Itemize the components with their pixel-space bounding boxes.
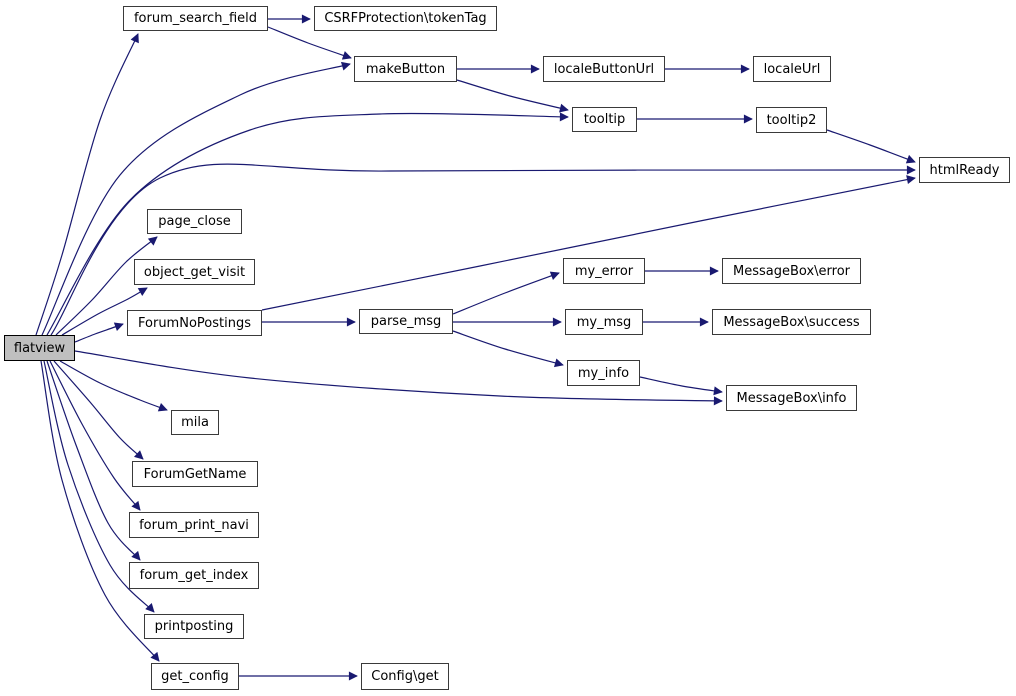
- edge-parse-msg-my-error: [453, 273, 559, 314]
- graph-node-object-get-visit[interactable]: object_get_visit: [134, 259, 255, 285]
- edge-parse-msg-my-info: [453, 331, 563, 365]
- graph-node-printposting[interactable]: printposting: [144, 614, 244, 639]
- graph-node-messagebox-info[interactable]: MessageBox\info: [726, 385, 857, 411]
- graph-node-forum-print-navi[interactable]: forum_print_navi: [129, 512, 259, 538]
- graph-node-messagebox-error[interactable]: MessageBox\error: [722, 258, 861, 284]
- graph-node-forum-search-field[interactable]: forum_search_field: [123, 6, 268, 31]
- edge-my-info-messagebox-info: [640, 377, 722, 392]
- graph-node-localebuttonurl[interactable]: localeButtonUrl: [543, 56, 665, 82]
- edge-makebutton-tooltip: [457, 80, 568, 110]
- graph-node-my-info[interactable]: my_info: [567, 360, 640, 386]
- graph-node-forumnopostings[interactable]: ForumNoPostings: [127, 310, 262, 336]
- edge-flatview-forum-print-navi: [50, 361, 140, 510]
- edge-tooltip2-htmlready: [827, 130, 915, 162]
- edge-flatview-forumgetname: [54, 361, 143, 459]
- graph-node-my-error[interactable]: my_error: [563, 258, 645, 284]
- edge-flatview-get-config: [41, 361, 159, 661]
- edge-forum-search-field-makebutton: [268, 27, 351, 58]
- graph-node-get-config[interactable]: get_config: [151, 663, 239, 690]
- graph-node-config-get[interactable]: Config\get: [361, 663, 449, 690]
- graph-node-flatview: flatview: [4, 335, 75, 361]
- edge-flatview-forum-search-field: [36, 34, 138, 335]
- graph-node-parse-msg[interactable]: parse_msg: [359, 309, 453, 334]
- graph-node-localeurl[interactable]: localeUrl: [753, 56, 831, 82]
- graph-node-tooltip[interactable]: tooltip: [572, 107, 637, 132]
- edge-flatview-tooltip: [47, 113, 568, 335]
- edge-flatview-forum-get-index: [47, 361, 140, 560]
- edge-flatview-forumnopostings: [75, 324, 123, 342]
- graph-node-htmlready[interactable]: htmlReady: [919, 157, 1010, 183]
- graph-node-csrf-tokentag[interactable]: CSRFProtection\tokenTag: [314, 6, 497, 31]
- graph-node-mila[interactable]: mila: [171, 410, 219, 435]
- graph-node-page-close[interactable]: page_close: [147, 209, 242, 234]
- graph-node-forum-get-index[interactable]: forum_get_index: [129, 562, 259, 589]
- graph-node-forumgetname[interactable]: ForumGetName: [132, 461, 258, 487]
- graph-node-messagebox-success[interactable]: MessageBox\success: [712, 309, 871, 335]
- graph-node-my-msg[interactable]: my_msg: [565, 309, 643, 335]
- graph-node-tooltip2[interactable]: tooltip2: [756, 107, 827, 133]
- edge-forumnopostings-htmlready: [262, 178, 915, 310]
- edge-flatview-makebutton: [42, 64, 350, 335]
- graph-node-makebutton[interactable]: makeButton: [354, 56, 457, 82]
